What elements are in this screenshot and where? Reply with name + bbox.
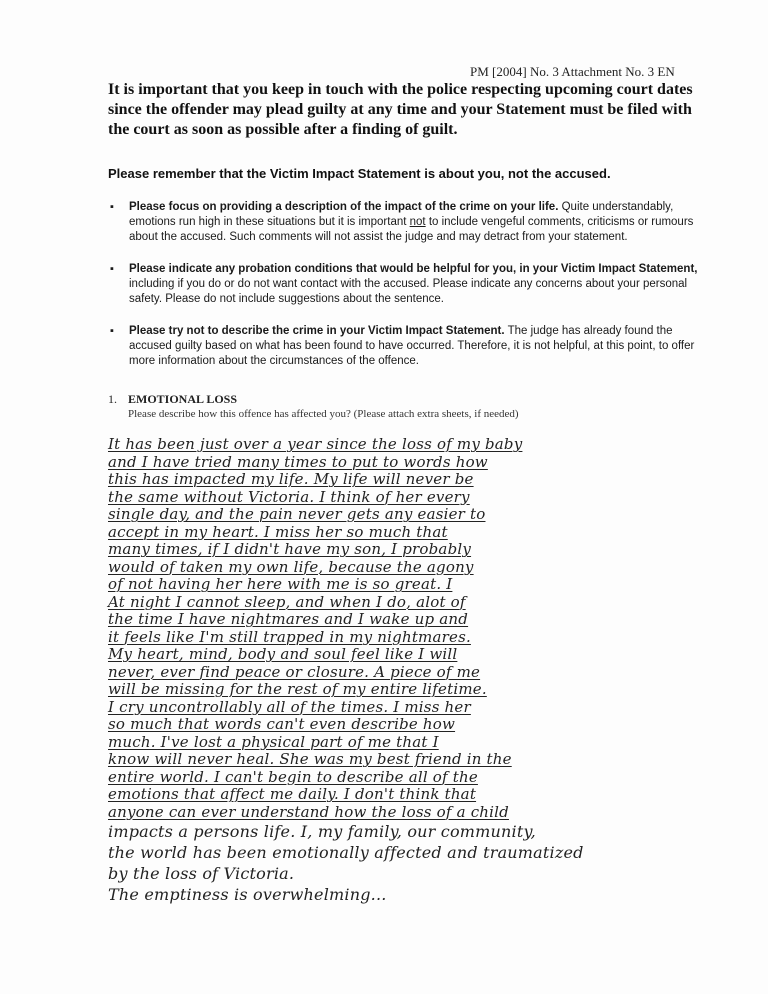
section-number: 1. bbox=[108, 392, 117, 406]
handwritten-line: My heart, mind, body and soul feel like I will bbox=[108, 645, 458, 663]
section-heading bbox=[108, 392, 237, 407]
handwritten-line: much. I've lost a physical part of me that I bbox=[108, 732, 439, 751]
guidance-item-focus bbox=[108, 200, 718, 245]
bullet-icon: ▪ bbox=[110, 325, 114, 337]
section-instructions: Please describe how this offence has affected you? (Please attach extra sheets, if needed) bbox=[128, 408, 519, 420]
guidance-text: including if you do or do not want contact with the accused. Please indicate any concerns about your personal safety. Please do not include suggestions about the sentence. bbox=[129, 278, 688, 305]
handwritten-line: entire world. I can't begin to describe all of the bbox=[108, 767, 478, 786]
handwritten-line: the world has been emotionally affected and traumatized bbox=[108, 843, 584, 862]
handwritten-line: anyone can ever understand how the loss of a child bbox=[108, 802, 509, 821]
bullet-icon: ▪ bbox=[110, 201, 114, 213]
guidance-text: Quite understandably, emotions run high in these situations but it is important bbox=[129, 201, 674, 228]
handwritten-line: of not having her here with me is so great. I bbox=[108, 575, 453, 593]
handwritten-line: The emptiness is overwhelming... bbox=[108, 885, 387, 904]
intro-paragraph: It is important that you keep in touch with the police respecting upcoming court dates since the offender may plead guilty at any time and your Statement must be filed with the court as soon as possible after a finding of guilt. bbox=[108, 81, 693, 138]
guidance-item-probation bbox=[108, 262, 718, 307]
guidance-item-crime bbox=[108, 324, 718, 369]
handwritten-line: will be missing for the rest of my entire lifetime. bbox=[108, 680, 487, 698]
handwritten-line: the time I have nightmares and I wake up and bbox=[108, 610, 469, 628]
guidance-bold: Please try not to describe the crime in your Victim Impact Statement. bbox=[129, 325, 505, 337]
handwritten-statement bbox=[108, 436, 728, 905]
handwritten-line: would of taken my own life, because the agony bbox=[108, 557, 474, 576]
handwritten-line: by the loss of Victoria. bbox=[108, 864, 295, 883]
guidance-underlined: not bbox=[409, 216, 426, 228]
handwritten-line: many times, if I didn't have my son, I probably bbox=[108, 540, 472, 558]
handwritten-line: and I have tried many times to put to words how bbox=[108, 452, 488, 471]
guidance-text: The judge has already found the accused guilty based on what has been found to have occurred. Therefore, it is not helpful, at this point, to offer more information about the circumstances of the offence. bbox=[129, 325, 695, 367]
handwritten-line: never, ever find peace or closure. A piece of me bbox=[108, 662, 481, 681]
handwritten-line: single day, and the pain never gets any easier to bbox=[108, 505, 486, 523]
handwritten-line: It has been just over a year since the loss of my baby bbox=[108, 435, 523, 453]
handwritten-line: I cry uncontrollably all of the times. I miss her bbox=[108, 697, 471, 716]
document-reference: PM [2004] No. 3 Attachment No. 3 EN bbox=[470, 64, 675, 79]
handwritten-line: emotions that affect me daily. I don't think that bbox=[108, 785, 477, 803]
guidance-text-end: to include vengeful comments, criticisms or rumours about the accused. Such comments will not assist the judge and may detract from your statement. bbox=[129, 216, 694, 243]
handwritten-line: impacts a persons life. I, my family, our community, bbox=[108, 822, 536, 841]
handwritten-line: At night I cannot sleep, and when I do, alot of bbox=[108, 592, 466, 611]
handwritten-line: know will never heal. She was my best friend in the bbox=[108, 750, 512, 768]
guidance-list bbox=[108, 200, 718, 386]
handwritten-line: this has impacted my life. My life will never be bbox=[108, 470, 474, 488]
handwritten-line: accept in my heart. I miss her so much that bbox=[108, 522, 448, 541]
handwritten-line: it feels like I'm still trapped in my nightmares. bbox=[108, 627, 471, 646]
section-title: EMOTIONAL LOSS bbox=[128, 392, 238, 406]
handwritten-line: the same without Victoria. I think of her every bbox=[108, 487, 470, 506]
reminder-line: Please remember that the Victim Impact Statement is about you, not the accused. bbox=[108, 166, 611, 181]
bullet-icon: ▪ bbox=[110, 263, 114, 275]
handwritten-line: so much that words can't even describe how bbox=[108, 715, 456, 733]
guidance-bold: Please indicate any probation conditions that would be helpful for you, in your Victim Impact Statement, bbox=[129, 263, 698, 275]
guidance-bold: Please focus on providing a description of the impact of the crime on your life. bbox=[129, 201, 559, 213]
